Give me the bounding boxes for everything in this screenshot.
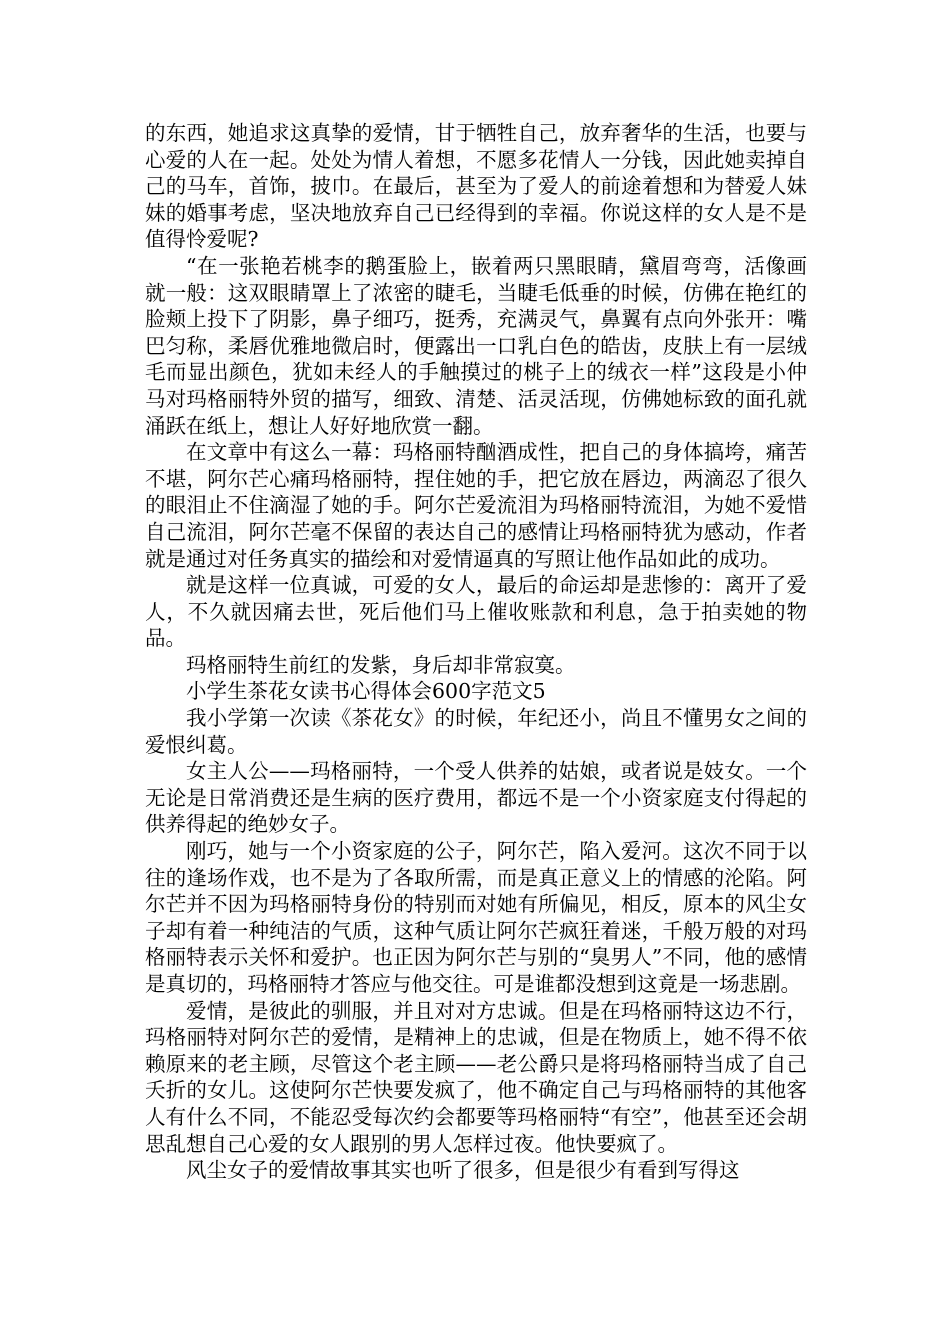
paragraph-11: 风尘女子的爱情故事其实也听了很多，但是很少有看到写得这 bbox=[186, 1158, 740, 1183]
paragraph-4: 就是这样一位真诚，可爱的女人，最后的命运却是悲惨的：离开了爱人，不久就因痛去世，死后他们马上催收账款和利息，急于拍卖她的物品。 bbox=[145, 573, 807, 651]
paragraph-9: 刚巧，她与一个小资家庭的公子，阿尔芒，陷入爱河。这次不同于以往的逢场作戏，也不是为了各取所需，而是真正意义上的情感的沦陷。阿尔芒并不因为玛格丽特身份的特别而对她有所偏见，相反，原本的风尘女子却有着一种纯洁的气质，这种气质让阿尔芒疯狂着迷，千般万般的对玛格丽特表示关怀和爱护。也正因为阿尔芒与别的“臭男人”不同，他的感情是真切的，玛格丽特才答应与他交往。可是谁都没想到这竟是一场悲剧。 bbox=[145, 839, 807, 996]
paragraph-7: 我小学第一次读《茶花女》的时候，年纪还小，尚且不懂男女之间的爱恨纠葛。 bbox=[145, 706, 807, 757]
document-body bbox=[145, 120, 807, 1184]
paragraph-8: 女主人公——玛格丽特，一个受人供养的姑娘，或者说是妓女。一个无论是日常消费还是生病的医疗费用，都远不是一个小资家庭支付得起的供养得起的绝妙女子。 bbox=[145, 759, 807, 837]
paragraph-1: 的东西，她追求这真挚的爱情，甘于牺牲自己，放弃奢华的生活，也要与心爱的人在一起。处处为情人着想，不愿多花情人一分钱，因此她卖掉自己的马车，首饰，披巾。在最后，甚至为了爱人的前途着想和为替爱人妹妹的婚事考虑，坚决地放弃自己已经得到的幸福。你说这样的女人是不是值得怜爱呢? bbox=[145, 121, 807, 252]
paragraph-3: 在文章中有这么一幕：玛格丽特酗酒成性，把自己的身体搞垮，痛苦不堪，阿尔芒心痛玛格丽特，捏住她的手，把它放在唇边，两滴忍了很久的眼泪止不住滴湿了她的手。阿尔芒爱流泪为玛格丽特流泪，为她不爱惜自己流泪，阿尔芒毫不保留的表达自己的感情让玛格丽特犹为感动，作者就是通过对任务真实的描绘和对爱情逼真的写照让他作品如此的成功。 bbox=[145, 440, 807, 571]
section-heading: 小学生茶花女读书心得体会600字范文5 bbox=[186, 679, 546, 704]
paragraph-5: 玛格丽特生前红的发紫，身后却非常寂寞。 bbox=[186, 652, 576, 677]
paragraph-2: “在一张艳若桃李的鹅蛋脸上，嵌着两只黑眼睛，黛眉弯弯，活像画就一般：这双眼睛罩上了浓密的睫毛，当睫毛低垂的时候，仿佛在艳红的脸颊上投下了阴影，鼻子细巧，挺秀，充满灵气，鼻翼有点向外张开：嘴巴匀称，柔唇优雅地微启时，便露出一口乳白色的皓齿，皮肤上有一层绒毛而显出颜色，犹如未经人的手触摸过的桃子上的绒衣一样”这段是小仲马对玛格丽特外贸的描写，细致、清楚、活灵活现，仿佛她标致的面孔就涌跃在纸上，想让人好好地欣赏一翻。 bbox=[145, 253, 807, 438]
paragraph-10: 爱情，是彼此的驯服，并且对对方忠诚。但是在玛格丽特这边不行，玛格丽特对阿尔芒的爱情，是精神上的忠诚，但是在物质上，她不得不依赖原来的老主顾，尽管这个老主顾——老公爵只是将玛格丽特当成了自己夭折的女儿。这使阿尔芒快要发疯了，他不确定自己与玛格丽特的其他客人有什么不同，不能忍受每次约会都要等玛格丽特“有空”，他甚至还会胡思乱想自己心爱的女人跟别的男人怎样过夜。他快要疯了。 bbox=[145, 998, 807, 1156]
